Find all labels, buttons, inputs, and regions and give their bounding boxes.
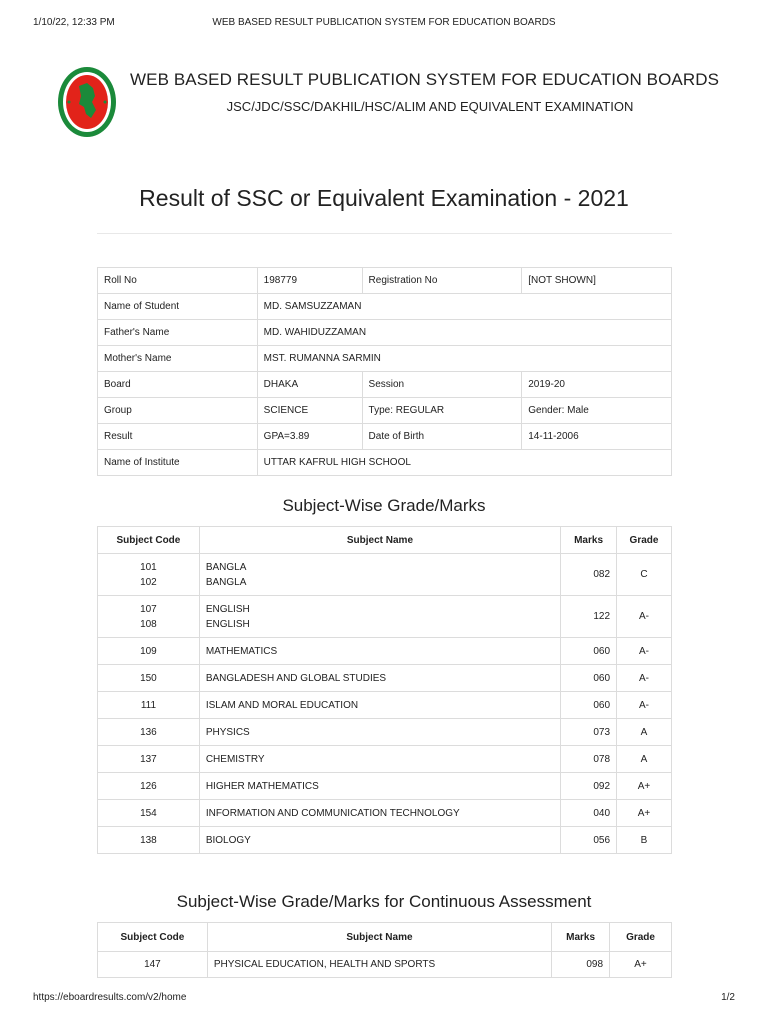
gender-value: Gender: Male — [522, 398, 672, 424]
subject-code-line: 102 — [140, 576, 157, 588]
subject-name — [199, 554, 560, 596]
ca-header-row — [98, 923, 672, 952]
group-value: SCIENCE — [257, 398, 362, 424]
divider — [97, 233, 672, 234]
ca-header-marks: Marks — [552, 923, 610, 952]
table-row — [98, 800, 672, 827]
subject-code — [98, 665, 200, 692]
student-name-value: MD. SAMSUZZAMAN — [257, 294, 671, 320]
subject-grade-line: A — [640, 726, 648, 738]
subject-marks-line: 073 — [593, 726, 611, 738]
continuous-section-title: Subject-Wise Grade/Marks for Continuous Assessment — [176, 892, 592, 911]
grades-section-title: Subject-Wise Grade/Marks — [282, 496, 486, 515]
student-name-label: Name of Student — [98, 294, 258, 320]
subject-marks-line: 082 — [593, 569, 611, 580]
subject-grade — [617, 638, 672, 665]
subject-code — [98, 827, 200, 854]
subject-grade-line: A- — [639, 699, 649, 711]
roll-label: Roll No — [98, 268, 258, 294]
info-row-mother — [98, 346, 672, 372]
print-page-title: WEB BASED RESULT PUBLICATION SYSTEM FOR EDUCATION BOARDS — [212, 17, 556, 28]
subject-name — [199, 692, 560, 719]
print-datetime: 1/10/22, 12:33 PM — [33, 17, 115, 28]
site-title: WEB BASED RESULT PUBLICATION SYSTEM FOR EDUCATION BOARDS — [130, 70, 720, 89]
info-row-group — [98, 398, 672, 424]
board-value: DHAKA — [257, 372, 362, 398]
subject-marks — [561, 827, 617, 854]
subject-grade-line: A+ — [637, 807, 651, 819]
info-row-institute — [98, 450, 672, 476]
session-label: Session — [362, 372, 522, 398]
table-row — [98, 554, 672, 596]
table-row — [98, 773, 672, 800]
subject-marks-line: 040 — [593, 807, 611, 819]
table-row — [98, 719, 672, 746]
subject-name — [199, 719, 560, 746]
subject-name-line: ENGLISH — [205, 603, 250, 615]
ca-subject-marks: 098 — [552, 952, 610, 978]
subject-marks-line: 060 — [593, 699, 611, 711]
subject-marks-line: 122 — [593, 611, 611, 622]
subject-marks — [561, 800, 617, 827]
registration-value: [NOT SHOWN] — [522, 268, 672, 294]
header-marks: Marks — [561, 527, 617, 554]
grades-header-row — [98, 527, 672, 554]
mother-name-value: MST. RUMANNA SARMIN — [257, 346, 671, 372]
info-row-name — [98, 294, 672, 320]
subject-marks — [561, 773, 617, 800]
ca-subject-code: 147 — [98, 952, 208, 978]
government-seal-logo — [57, 66, 117, 138]
subject-name — [199, 596, 560, 638]
subject-code — [98, 800, 200, 827]
subject-marks — [561, 746, 617, 773]
subject-grade-line: A — [640, 753, 648, 765]
subject-grade — [617, 827, 672, 854]
subject-grade — [617, 554, 672, 596]
subject-name-line: PHYSICS — [205, 726, 250, 738]
subject-marks-line: 092 — [593, 780, 611, 792]
registration-label: Registration No — [362, 268, 522, 294]
subject-code-line: 136 — [140, 726, 157, 738]
subject-marks — [561, 596, 617, 638]
table-row — [98, 952, 672, 978]
subject-code-line: 138 — [140, 834, 157, 846]
subject-name-line: BANGLA — [205, 576, 247, 588]
subject-name-line: BIOLOGY — [205, 834, 251, 846]
site-subtitle: JSC/JDC/SSC/DAKHIL/HSC/ALIM AND EQUIVALENT EXAMINATION — [226, 99, 634, 114]
subject-name — [199, 800, 560, 827]
subject-grade-line: A- — [639, 611, 649, 622]
dob-label: Date of Birth — [362, 424, 522, 450]
print-page-number: 1/2 — [721, 992, 735, 1003]
subject-code-line: 107 — [140, 603, 157, 615]
ca-header-subject-code: Subject Code — [98, 923, 208, 952]
subject-name-line: HIGHER MATHEMATICS — [205, 780, 319, 792]
subject-grade — [617, 800, 672, 827]
subject-marks — [561, 719, 617, 746]
subject-code-line: 109 — [140, 645, 157, 657]
subject-code — [98, 554, 200, 596]
roll-value: 198779 — [257, 268, 362, 294]
header-subject-code: Subject Code — [98, 527, 200, 554]
subject-name — [199, 638, 560, 665]
subject-code — [98, 596, 200, 638]
subject-name — [199, 827, 560, 854]
ca-subject-name: PHYSICAL EDUCATION, HEALTH AND SPORTS — [207, 952, 551, 978]
subject-grade — [617, 746, 672, 773]
subject-code-line: 101 — [140, 561, 157, 573]
subject-code-line: 126 — [140, 780, 157, 792]
subject-name-line: BANGLADESH AND GLOBAL STUDIES — [205, 672, 387, 684]
subject-marks-line: 078 — [593, 753, 611, 765]
ca-subject-grade: A+ — [610, 952, 672, 978]
ca-header-subject-name: Subject Name — [207, 923, 551, 952]
institute-label: Name of Institute — [98, 450, 258, 476]
board-label: Board — [98, 372, 258, 398]
subject-code — [98, 638, 200, 665]
session-value: 2019-20 — [522, 372, 672, 398]
subject-name-line: MATHEMATICS — [205, 645, 278, 657]
grades-table — [97, 526, 672, 854]
subject-name-line: BANGLA — [205, 561, 247, 573]
subject-grade-line: A- — [639, 645, 649, 657]
subject-marks-line: 056 — [593, 834, 611, 846]
father-name-value: MD. WAHIDUZZAMAN — [257, 320, 671, 346]
result-title: Result of SSC or Equivalent Examination - 2021 — [139, 185, 629, 211]
group-label: Group — [98, 398, 258, 424]
subject-name-line: INFORMATION AND COMMUNICATION TECHNOLOGY — [205, 807, 460, 819]
subject-marks — [561, 638, 617, 665]
subject-grade-line: C — [640, 569, 648, 580]
subject-code — [98, 692, 200, 719]
info-row-board — [98, 372, 672, 398]
subject-name-line: ISLAM AND MORAL EDUCATION — [205, 699, 359, 711]
table-row — [98, 692, 672, 719]
table-row — [98, 665, 672, 692]
ca-header-grade: Grade — [610, 923, 672, 952]
table-row — [98, 827, 672, 854]
student-info-table — [97, 267, 672, 476]
subject-marks — [561, 665, 617, 692]
father-name-label: Father's Name — [98, 320, 258, 346]
subject-code-line: 108 — [140, 618, 157, 630]
print-url: https://eboardresults.com/v2/home — [33, 992, 187, 1003]
subject-code — [98, 746, 200, 773]
subject-grade — [617, 596, 672, 638]
subject-marks — [561, 692, 617, 719]
subject-name — [199, 665, 560, 692]
continuous-assessment-table — [97, 922, 672, 978]
table-row — [98, 746, 672, 773]
dob-value: 14-11-2006 — [522, 424, 672, 450]
subject-grade-line: B — [640, 834, 648, 846]
subject-code — [98, 719, 200, 746]
info-row-roll — [98, 268, 672, 294]
subject-code-line: 154 — [140, 807, 157, 819]
result-label: Result — [98, 424, 258, 450]
subject-name-line: CHEMISTRY — [205, 753, 265, 765]
type-value: Type: REGULAR — [362, 398, 522, 424]
subject-code-line: 111 — [140, 699, 157, 711]
subject-grade-line: A+ — [637, 780, 651, 792]
header-grade: Grade — [617, 527, 672, 554]
subject-grade — [617, 719, 672, 746]
info-row-father — [98, 320, 672, 346]
result-value: GPA=3.89 — [257, 424, 362, 450]
subject-name — [199, 773, 560, 800]
table-row — [98, 596, 672, 638]
info-row-result — [98, 424, 672, 450]
subject-code — [98, 773, 200, 800]
subject-code-line: 150 — [140, 672, 157, 684]
subject-grade — [617, 692, 672, 719]
subject-marks-line: 060 — [593, 645, 611, 657]
institute-value: UTTAR KAFRUL HIGH SCHOOL — [257, 450, 671, 476]
subject-grade — [617, 665, 672, 692]
subject-code-line: 137 — [140, 753, 157, 765]
subject-marks-line: 060 — [593, 672, 611, 684]
subject-marks — [561, 554, 617, 596]
header-subject-name: Subject Name — [199, 527, 560, 554]
table-row — [98, 638, 672, 665]
subject-grade — [617, 773, 672, 800]
subject-grade-line: A- — [639, 672, 649, 684]
mother-name-label: Mother's Name — [98, 346, 258, 372]
subject-name-line: ENGLISH — [205, 618, 250, 630]
subject-name — [199, 746, 560, 773]
